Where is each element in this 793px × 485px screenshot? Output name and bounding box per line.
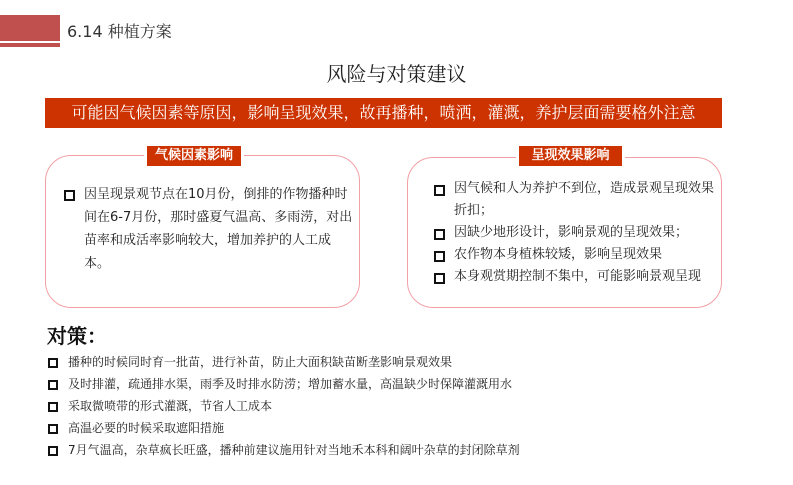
- checkbox-icon: [434, 273, 445, 284]
- list-item: [48, 373, 748, 395]
- item-text: 农作物本身植株较矮，影响呈现效果: [454, 247, 663, 262]
- list-item: [64, 183, 354, 275]
- checkbox-icon: [48, 358, 58, 368]
- item-text: 及时排灌，疏通排水渠，雨季及时排水防涝；增加蓄水量，高温缺少时保障灌溉用水: [68, 377, 513, 391]
- list-item: [48, 395, 748, 417]
- list-item: [48, 351, 748, 373]
- list-item: [434, 178, 716, 222]
- checkbox-icon: [434, 185, 445, 196]
- list-item: [48, 417, 748, 439]
- page-title: 风险与对策建议: [326, 62, 467, 86]
- item-text: 高温必要的时候采取遮阳措施: [68, 421, 225, 435]
- effect-panel-label: 呈现效果影响: [519, 146, 622, 166]
- list-item: [434, 266, 716, 288]
- measures-list: [48, 351, 748, 461]
- checkbox-icon: [48, 424, 58, 434]
- item-text: 因气候和人为养护不到位，造成景观呈现效果折扣；: [454, 181, 715, 218]
- checkbox-icon: [48, 446, 58, 456]
- list-item: [434, 244, 716, 266]
- header-decor-bar: [0, 43, 60, 47]
- checkbox-icon: [48, 402, 58, 412]
- checkbox-icon: [434, 251, 445, 262]
- item-text: 7月气温高，杂草疯长旺盛，播种前建议施用针对当地禾本科和阔叶杂草的封闭除草剂: [68, 443, 520, 457]
- summary-banner: 可能因气候因素等原因，影响呈现效果，故再播种，喷洒，灌溉，养护层面需要格外注意: [45, 98, 722, 128]
- item-text: 播种的时候同时育一批苗，进行补苗，防止大面积缺苗断垄影响景观效果: [68, 355, 453, 369]
- list-item: [48, 439, 748, 461]
- list-item: [434, 222, 716, 244]
- item-text: 本身观赏期控制不集中，可能影响景观呈现: [454, 269, 702, 284]
- measures-title: 对策：: [47, 324, 107, 348]
- header-decor-block: [0, 15, 60, 41]
- checkbox-icon: [48, 380, 58, 390]
- effect-list: [434, 178, 716, 288]
- climate-panel-label: 气候因素影响: [147, 146, 241, 166]
- checkbox-icon: [64, 190, 75, 201]
- item-text: 因呈现景观节点在10月份，倒排的作物播种时间在6-7月份，那时盛夏气温高、多雨涝，对出苗率和成活率影响较大，增加养护的人工成本。: [84, 187, 353, 271]
- item-text: 采取微喷带的形式灌溉，节省人工成本: [68, 399, 273, 413]
- checkbox-icon: [434, 229, 445, 240]
- section-title: 6.14 种植方案: [67, 22, 172, 41]
- climate-list: [64, 183, 354, 275]
- item-text: 因缺少地形设计，影响景观的呈现效果；: [454, 225, 689, 240]
